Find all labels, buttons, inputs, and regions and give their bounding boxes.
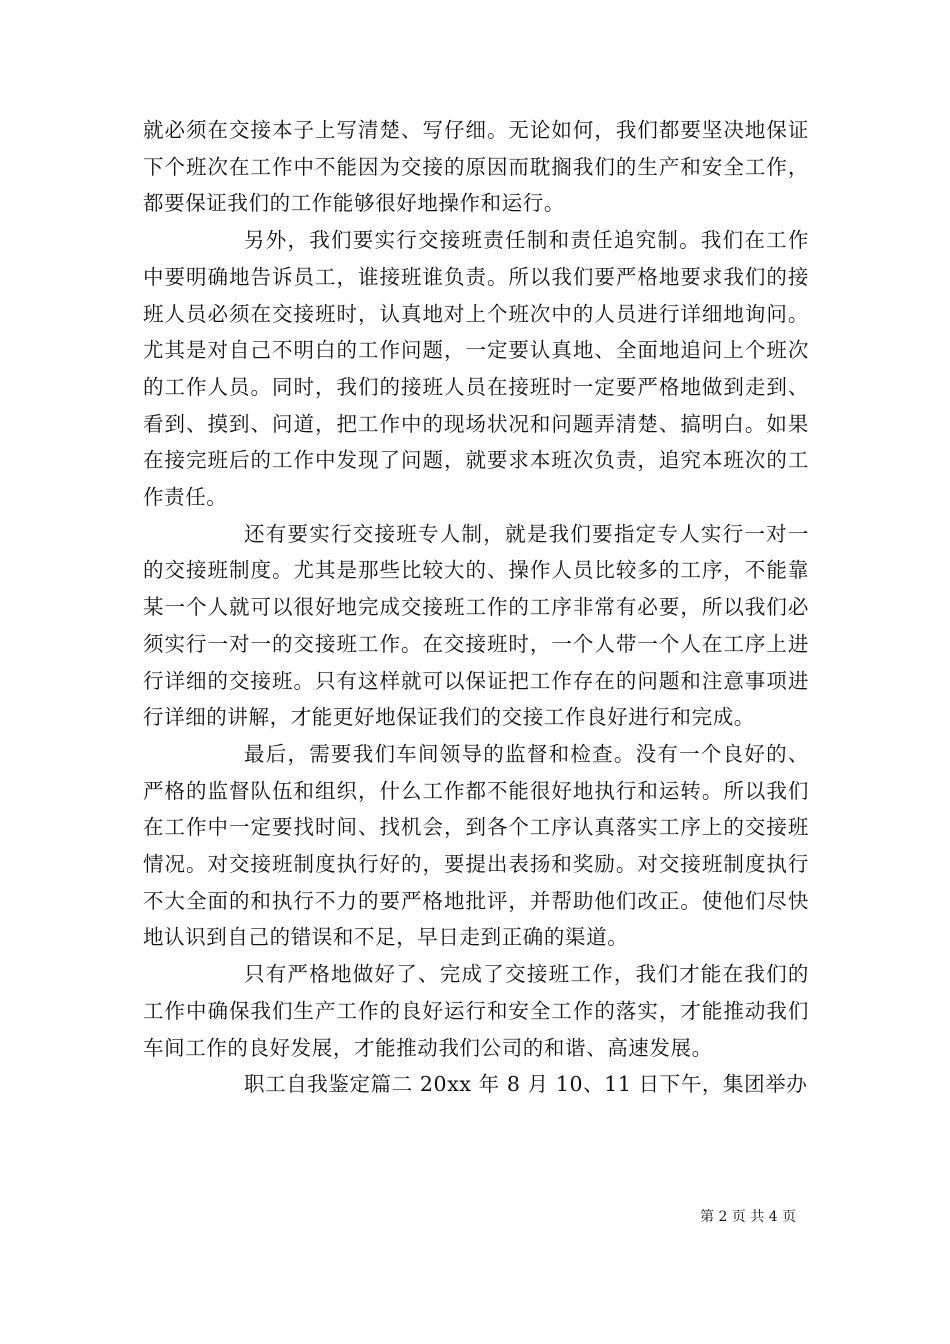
paragraph-next-section: 职工自我鉴定篇二 20xx 年 8 月 10、11 日下午，集团举办 [244, 1072, 808, 1097]
paragraph-supervision: 最后，需要我们车间领导的监督和检查。没有一个良好的、严格的监督队伍和组织，什么工作都不能很好地执行和运转。所以我们在工作中一定要找时间、找机会，到各个工序认真落实工序上的交接班情况。对交接班制度执行好的，要提出表扬和奖励。对交接班制度执行不大全面的和执行不力的要严格地批评，并帮助他们改正。使他们尽快地认识到自己的错误和不足，早日走到正确的渠道。 [143, 741, 809, 950]
body-text [143, 112, 809, 1103]
page-number-footer: 第 2 页 共 4 页 [700, 1209, 797, 1225]
paragraph-continuation: 就必须在交接本子上写清楚、写仔细。无论如何，我们都要坚决地保证下个班次在工作中不能因为交接的原因而耽搁我们的生产和安全工作，都要保证我们的工作能够很好地操作和运行。 [143, 118, 809, 216]
paragraph-responsibility: 另外，我们要实行交接班责任制和责任追究制。我们在工作中要明确地告诉员工，谁接班谁负责。所以我们要严格地要求我们的接班人员必须在交接班时，认真地对上个班次中的人员进行详细地询问。尤其是对自己不明白的工作问题，一定要认真地、全面地追问上个班次的工作人员。同时，我们的接班人员在接班时一定要严格地做到走到、看到、摸到、问道，把工作中的现场状况和问题弄清楚、搞明白。如果在接完班后的工作中发现了问题，就要求本班次负责，追究本班次的工作责任。 [143, 228, 809, 510]
paragraph-dedicated-person: 还有要实行交接班专人制，就是我们要指定专人实行一对一的交接班制度。尤其是那些比较大的、操作人员比较多的工序，不能靠某一个人就可以很好地完成交接班工作的工序非常有必要，所以我们必须实行一对一的交接班工作。在交接班时，一个人带一个人在工序上进行详细的交接班。只有这样就可以保证把工作存在的问题和注意事项进行详细的讲解，才能更好地保证我们的交接工作良好进行和完成。 [143, 521, 809, 730]
paragraph-conclusion: 只有严格地做好了、完成了交接班工作，我们才能在我们的工作中确保我们生产工作的良好运行和安全工作的落实，才能推动我们车间工作的良好发展，才能推动我们公司的和谐、高速发展。 [143, 962, 809, 1060]
